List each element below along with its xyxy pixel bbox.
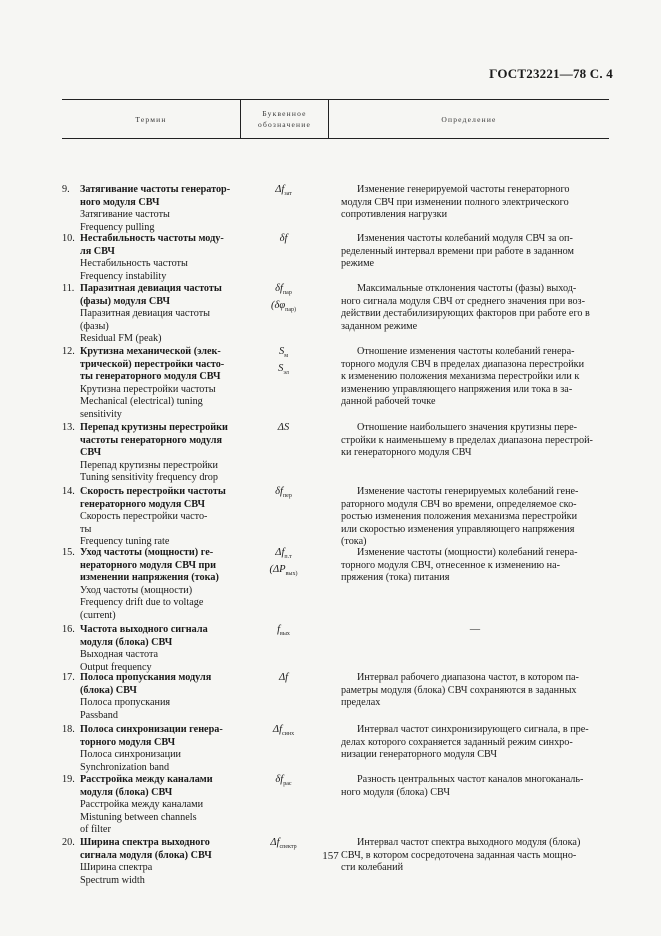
term-synonym-line: Frequency drift due to voltage [80, 597, 204, 608]
term-synonym-line: Mechanical (electrical) tuning [80, 396, 203, 407]
term-title-line [62, 184, 240, 197]
definition-line: стройки к наименьшему в пределах диапазона перестрой- [341, 434, 593, 446]
symbol-subscript: пер [282, 493, 292, 500]
term-synonym-line: Уход частоты (мощности) [80, 584, 193, 596]
term-title-text: Затягивание частоты генератор- [80, 184, 231, 195]
term-title-line: генераторного модуля СВЧ [80, 498, 205, 510]
definition-line: пряжения (тока) питания [341, 572, 450, 583]
symbol [240, 486, 327, 503]
definition-line: Разность центральных частот каналов многоканаль- [357, 774, 584, 785]
symbol-main: S [278, 362, 284, 374]
term-title-line [62, 774, 240, 787]
term-synonym-line: Residual FM (peak) [80, 333, 162, 344]
term-synonym-line: Выходная частота [80, 649, 159, 660]
table-row [62, 184, 609, 234]
term-synonym-line: Перепад крутизны перестройки [80, 459, 218, 471]
definition-line: к изменению положения механизма перестройки или к [341, 371, 580, 382]
symbol-main: Δf [278, 672, 289, 683]
term-number: 20. [62, 837, 75, 848]
term-number: 11. [62, 283, 75, 294]
definition-line: ки генераторного модуля СВЧ [341, 447, 472, 458]
definition-line: ределенный интервал времени при работе в заданном [341, 245, 574, 257]
definition-cell [327, 624, 609, 674]
definition-line: Изменение частоты (мощности) колебаний генера- [357, 547, 578, 558]
definition-line: СВЧ, в котором сосредоточена заданная часть мощно- [341, 849, 577, 861]
term-synonym-line: Полоса пропускания [80, 697, 171, 708]
symbol-subscript: пар [282, 290, 292, 297]
column-header-symbol: Буквенное обозначение [241, 100, 329, 138]
definition-line: — [469, 624, 481, 635]
definition-line: (тока) [341, 536, 367, 547]
symbol-cell [240, 233, 327, 283]
definition-line: заданном режиме [341, 320, 418, 332]
definition-line: Интервал частот спектра выходного модуля (блока) [357, 837, 581, 848]
term-title-text: Нестабильность частоты моду- [80, 233, 224, 244]
term-title-line [62, 422, 240, 435]
symbol-main: δf [275, 283, 283, 294]
table-row [62, 672, 609, 722]
term-cell [62, 774, 240, 837]
term-number: 9. [62, 184, 70, 195]
definition-line: сти колебаний [341, 862, 404, 873]
definition-line: или скоростью изменения управляющего напряжения [341, 523, 575, 535]
term-synonym-line: Spectrum width [80, 874, 145, 886]
term-cell [62, 547, 240, 622]
term-title-line: нераторного модуля СВЧ при [80, 559, 216, 571]
term-number: 17. [62, 672, 75, 683]
page-number: 157 [322, 850, 339, 862]
definition-cell [327, 184, 609, 234]
definition-line: ного модуля (блока) СВЧ [341, 786, 450, 798]
definition-cell [327, 547, 609, 622]
symbol [240, 564, 327, 581]
definition-line: ростью изменения положения механизма перестройки [341, 511, 578, 522]
symbol [240, 547, 327, 564]
term-title-text: Ширина спектра выходного [80, 837, 210, 848]
symbol-cell [240, 774, 327, 837]
symbol-subscript: п.т [284, 554, 292, 561]
symbol-cell [240, 724, 327, 774]
symbol-cell [240, 184, 327, 234]
symbol-main: Δf [275, 547, 285, 558]
term-synonym-line: Крутизна перестройки частоты [80, 383, 216, 395]
definition-line: Отношение изменения частоты колебаний генера- [357, 346, 575, 357]
symbol-cell [240, 547, 327, 622]
symbol-main: δf [275, 774, 284, 785]
term-title-text: Паразитная девиация частоты [80, 283, 222, 294]
definition-line: торного модуля СВЧ в пределах диапазона перестройки [341, 358, 585, 370]
term-title-line: ля СВЧ [80, 245, 115, 257]
symbol-subscript: вых) [285, 570, 298, 577]
table-row [62, 422, 609, 485]
term-synonym-line: Frequency tuning rate [80, 536, 170, 547]
definition-cell [327, 724, 609, 774]
term-number: 18. [62, 724, 75, 735]
symbol-main: S [278, 346, 285, 357]
symbol-main: f [277, 624, 281, 635]
definition-line: ного сигнала модуля СВЧ от среднего значения при воз- [341, 295, 585, 307]
table-header [62, 100, 609, 139]
symbol-main: Δf [275, 184, 285, 195]
term-title-text: Частота выходного сигнала [80, 624, 208, 635]
symbol-subscript: пар) [285, 306, 297, 313]
symbol [240, 724, 327, 741]
definition-line: делах которого сохраняется заданный режим синхро- [341, 736, 573, 748]
symbol-main: (ΔP [269, 563, 286, 575]
table-row [62, 624, 609, 674]
column-header-definition: Определение [441, 114, 497, 124]
definition-line: раметры модуля (блока) СВЧ сохраняются в заданных [341, 684, 577, 696]
symbol-subscript: рас [283, 781, 292, 788]
symbol [240, 300, 327, 317]
term-cell [62, 283, 240, 346]
symbol-main: ΔS [277, 422, 290, 433]
table-row [62, 283, 609, 346]
term-synonym-line: Скорость перестройки часто- [80, 511, 208, 522]
term-title-line: (блока) СВЧ [80, 684, 137, 696]
term-title-text: Полоса синхронизации генера- [80, 724, 223, 735]
definition-cell [327, 774, 609, 837]
table-body [62, 139, 609, 886]
symbol-cell [240, 486, 327, 549]
table-row [62, 837, 609, 887]
symbol-main: Δf [272, 724, 282, 735]
term-cell [62, 422, 240, 485]
term-synonym-line: Frequency pulling [80, 221, 155, 233]
symbol-main: Δf [270, 837, 280, 848]
term-synonym-line: Расстройка между каналами [80, 799, 204, 810]
term-synonym-line: Frequency instability [80, 270, 167, 282]
symbol [240, 422, 327, 439]
symbol [240, 624, 327, 641]
term-number: 15. [62, 547, 75, 558]
term-title-text: Скорость перестройки частоты [80, 486, 226, 497]
definition-cell [327, 486, 609, 549]
symbol-subscript: вых [280, 631, 290, 638]
symbol-subscript: синх [282, 731, 295, 738]
symbol [240, 363, 327, 380]
terms-table [62, 99, 609, 886]
term-cell [62, 837, 240, 887]
term-title-line: СВЧ [80, 447, 102, 458]
term-number: 13. [62, 422, 75, 433]
term-number: 14. [62, 486, 75, 497]
term-synonym-line: (current) [80, 609, 116, 621]
term-synonym-line: (фазы) [80, 320, 109, 332]
term-title-line [62, 672, 240, 685]
term-title-line [62, 283, 240, 296]
term-title-line: сигнала модуля (блока) СВЧ [80, 849, 212, 861]
term-cell [62, 184, 240, 234]
term-title-line [62, 624, 240, 637]
term-title-line [62, 724, 240, 737]
page-header: ГОСТ23221—78 С. 4 [489, 66, 613, 81]
symbol [240, 233, 327, 250]
symbol [240, 672, 327, 689]
definition-line: Изменение частоты генерируемых колебаний гене- [357, 486, 579, 497]
table-row [62, 547, 609, 622]
term-title-text: Уход частоты (мощности) ге- [80, 547, 214, 558]
definition-cell [327, 672, 609, 722]
term-synonym-line: Паразитная девиация частоты [80, 308, 210, 319]
term-cell [62, 724, 240, 774]
term-title-text: Перепад крутизны перестройки [80, 422, 228, 433]
definition-line: действии дестабилизирующих факторов при работе его в [341, 308, 590, 319]
table-row [62, 233, 609, 283]
term-title-line [62, 837, 240, 850]
term-title-text: Полоса пропускания модуля [80, 672, 212, 683]
term-title-text: Крутизна механической (элек- [80, 346, 221, 357]
definition-line: Максимальные отклонения частоты (фазы) выход- [357, 283, 577, 294]
term-title-line [62, 346, 240, 359]
term-synonym-line: sensitivity [80, 408, 122, 420]
term-synonym-line: Нестабильность частоты [80, 258, 188, 269]
term-synonym-line: Synchronization band [80, 761, 170, 773]
term-title-line: модуля (блока) СВЧ [80, 786, 173, 798]
term-synonym-line: Ширина спектра [80, 862, 153, 873]
definition-line: изменению управляющего напряжения или тока в за- [341, 383, 573, 395]
definition-line: режиме [341, 258, 375, 269]
symbol-cell [240, 624, 327, 674]
symbol [240, 283, 327, 300]
term-title-line: изменении напряжения (тока) [80, 572, 219, 583]
term-title-line: модуля (блока) СВЧ [80, 636, 173, 648]
term-number: 16. [62, 624, 75, 635]
term-title-line: (фазы) модуля СВЧ [80, 295, 171, 307]
definition-line: Интервал частот синхронизирующего сигнала, в пре- [357, 724, 589, 735]
term-synonym-line: Output frequency [80, 661, 152, 673]
term-title-text: Расстройка между каналами [80, 774, 213, 785]
symbol-cell [240, 346, 327, 421]
table-row [62, 724, 609, 774]
definition-cell [327, 422, 609, 485]
definition-cell [327, 346, 609, 421]
term-synonym-line: Tuning sensitivity frequency drop [80, 472, 218, 483]
term-cell [62, 346, 240, 421]
definition-line: Отношение наибольшего значения крутизны пере- [357, 422, 578, 433]
column-header-terms: Термин [62, 100, 241, 138]
definition-cell [327, 837, 609, 887]
term-title-line [62, 233, 240, 246]
term-number: 19. [62, 774, 75, 785]
symbol [240, 184, 327, 201]
symbol-main: (δφ [270, 299, 286, 311]
symbol [240, 346, 327, 363]
symbol-cell [240, 837, 327, 887]
term-synonym-line: of filter [80, 824, 111, 835]
symbol-subscript: эл [283, 369, 289, 376]
definition-line: модуля СВЧ при изменении полного электрического [341, 196, 569, 208]
term-cell [62, 486, 240, 549]
definition-line: пределах [341, 697, 381, 708]
term-synonym-line: Затягивание частоты [80, 209, 170, 220]
term-title-line [62, 486, 240, 499]
term-cell [62, 233, 240, 283]
symbol-subscript: м [284, 353, 289, 360]
symbol [240, 774, 327, 791]
term-title-line [62, 547, 240, 560]
symbol-cell [240, 672, 327, 722]
definition-line: торного модуля СВЧ, отнесенное к изменению на- [341, 559, 560, 571]
term-synonym-line: ты [80, 523, 92, 535]
term-synonym-line: Полоса синхронизации [80, 749, 181, 760]
table-row [62, 346, 609, 421]
symbol-subscript: спектр [279, 844, 297, 851]
term-title-line: торного модуля СВЧ [80, 736, 176, 748]
symbol-cell [240, 422, 327, 485]
definition-line: данной рабочей точке [341, 396, 436, 407]
symbol-main: δf [279, 233, 288, 244]
term-cell [62, 672, 240, 722]
definition-cell [327, 283, 609, 346]
term-title-line: трической) перестройки часто- [80, 358, 225, 370]
term-number: 10. [62, 233, 75, 244]
definition-line: низации генераторного модуля СВЧ [341, 749, 497, 760]
symbol-subscript: зат [284, 191, 292, 198]
definition-cell [327, 233, 609, 283]
symbol-cell [240, 283, 327, 346]
definition-line: Изменения частоты колебаний модуля СВЧ за оп- [357, 233, 573, 244]
term-synonym-line: Mistuning between channels [80, 811, 197, 823]
definition-line: сопротивления нагрузки [341, 209, 448, 220]
table-row [62, 486, 609, 549]
term-title-line: частоты генераторного модуля [80, 434, 223, 446]
term-title-line: ного модуля СВЧ [80, 196, 160, 208]
definition-line: Интервал рабочего диапазона частот, в котором па- [357, 672, 579, 683]
term-synonym-line: Passband [80, 709, 118, 721]
term-number: 12. [62, 346, 75, 357]
term-cell [62, 624, 240, 674]
term-title-line: ты генераторного модуля СВЧ [80, 371, 221, 382]
definition-line: Изменение генерируемой частоты генераторного [357, 184, 570, 195]
symbol-main: δf [275, 486, 283, 497]
definition-line: раторного модуля СВЧ во времени, определяемое ско- [341, 498, 577, 510]
table-row [62, 774, 609, 837]
